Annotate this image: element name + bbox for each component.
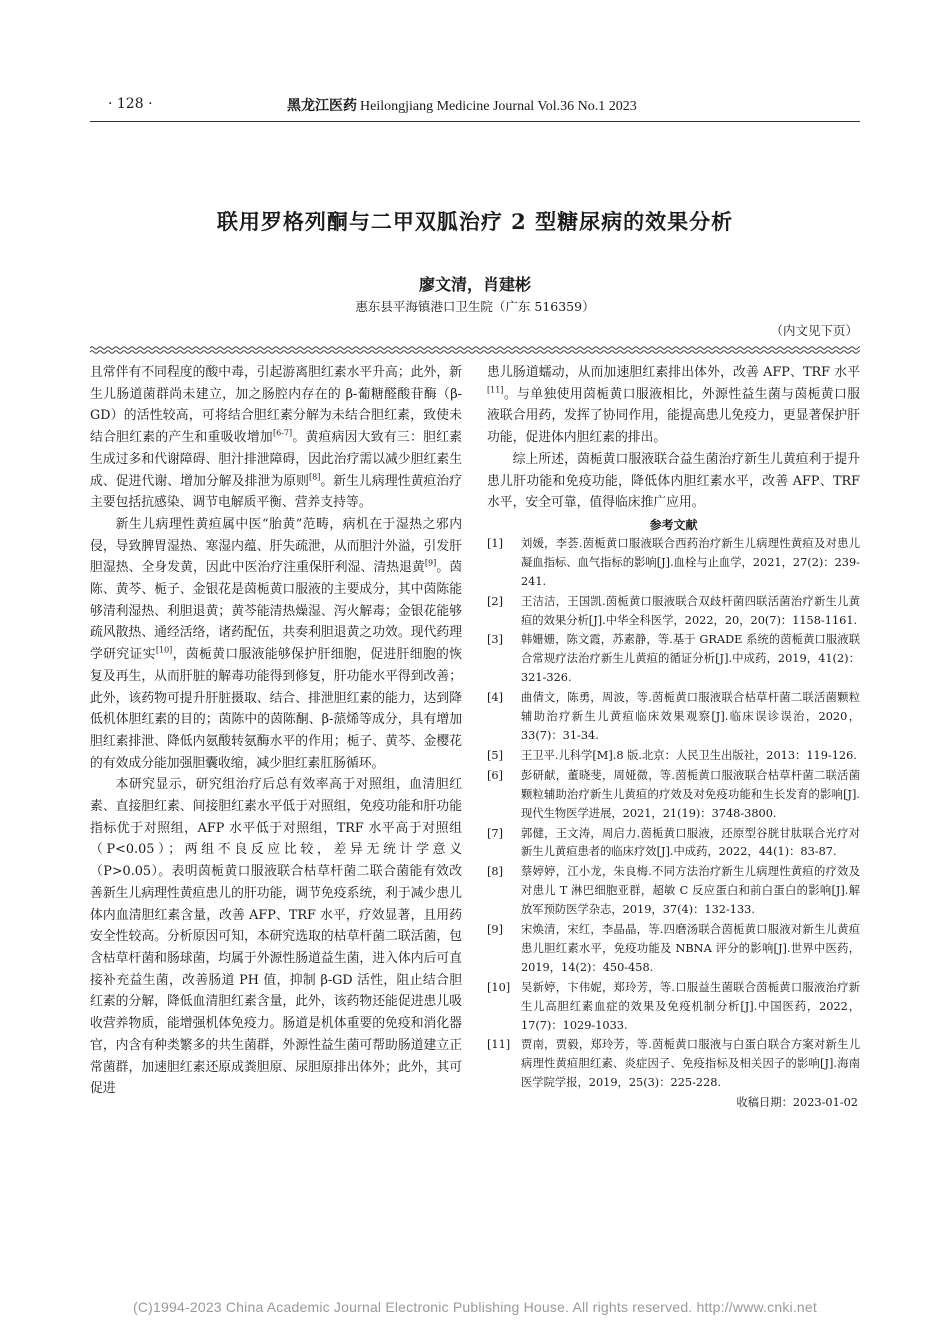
article-title: 联用罗格列酮与二甲双胍治疗 2 型糖尿病的效果分析 [216,209,734,234]
reference-item: [8] 蔡婷婷，江小龙，朱良梅.不同方法治疗新生儿病理性黄疸的疗效及对患儿 T 淋巴细胞亚群，超敏 C 反应蛋白和前白蛋白的影响[J].解放军预防医学杂志，2019，37(4)：132-133. [487,865,860,917]
article-affiliation: 惠东县平海镇港口卫生院（广东 516359） [355,299,595,314]
wavy-divider [90,344,860,356]
reference-item: [3] 韩姗姗，陈文霞，苏素静，等.基于 GRADE 系统的茵栀黄口服液联合常规疗法治疗新生儿黄疸的循证分析[J].中成药，2019，41(2)：321-326. [487,633,860,685]
journal-name [287,95,637,115]
paragraph: 新生儿病理性黄疸属中医“胎黄”范畴，病机在于湿热之邪内侵，导致脾胃湿热、寒湿内蕴、肝失疏泄，从而胆汁外溢，引发肝胆湿热、全身发黄，因此中医治疗注重保肝利湿、清热退黄[9]。茵陈、黄芩、栀子、金银花是茵栀黄口服液的主要成分，其中茵陈能够清利湿热、利胆退黄；黄芩能清热燥湿、泻火解毒；金银花能够疏风散热、通经活络，诸药配伍，共奏利胆退黄之功效。现代药理学研究证实[10]，茵栀黄口服液能够保护肝细胞，促进肝细胞的恢复及再生，从而肝脏的解毒功能得到修复，肝功能水平得到改善；此外，该药物可提升肝脏摄取、结合、排泄胆红素的能力，达到降低机体胆红素的目的；茵陈中的茵陈酮、β-蒎烯等成分，具有增加胆红素排泄、降低内氨酸转氨酶水平的作用；栀子、黄芩、金樱花的有效成分能加强胆囊收缩，减少胆红素肛肠循环。 [90,516,463,771]
reference-item: [2] 王洁洁，王国凯.茵栀黄口服液联合双歧杆菌四联活菌治疗新生儿黄疸的效果分析[J].中华全科医学，2022，20，20(7)：1158-1161. [487,594,860,627]
paragraph: 本研究显示，研究组治疗后总有效率高于对照组，血清胆红素、直接胆红素、间接胆红素水平低于对照组，免疫功能和肝功能指标优于对照组，AFP 水平低于对照组，TRF 水平高于对照组（P<0.05）；两组不良反应比较，差异无统计学意义（P>0.05）。表明茵栀黄口服液联合枯草杆菌二联合菌能有效改善新生儿病理性黄疸患儿的肝功能，调节免疫系统，利于减少患儿体内血清胆红素含量，改善 AFP、TRF 水平，疗效显著，且用药安全性较高。分析原因可知，本研究选取的枯草杆菌二联活菌，包含枯草杆菌和肠球菌，均属于外源性肠道益生菌，进入体内后可直接补充益生菌，改善肠道 PH 值，抑制 β-GD 活性，阻止结合胆红素的分解，降低血清胆红素含量，此外，该药物还能促进患儿吸收营养物质，能增强机体免疫力。肠道是机体重要的免疫和消化器官，内含有种类繁多的共生菌群，外源性益生菌可帮助肠道建立正常菌群，加速胆红素还原成粪胆原、尿胆原排出体外；此外，其可促进 [90,777,462,1097]
left-column [90,362,462,1100]
paragraph: 且常伴有不同程度的酸中毒，引起游离胆红素水平升高；此外，新生儿肠道菌群尚未建立，加之肠腔内存在的 β-葡糖醛酸苷酶（β-GD）的活性较高，可将结合胆红素分解为未结合胆红素，致使未结合胆红素的产生和重吸收增加[6-7]。黄疸病因大致有三：胆红素生成过多和代谢障碍、胆汁排泄障碍，因此治疗需以减少胆红素生成、促进代谢、增加分解及排泄为原则[8]。新生儿病理性黄疸治疗主要包括抗感染、调节电解质平衡、营养支持等。 [90,365,463,511]
article-authors: 廖文清，肖建彬 [418,275,531,294]
page-header [0,92,950,120]
reference-item: [9] 宋焕清，宋红，李晶晶，等.四磨汤联合茵栀黄口服液对新生儿黄疸患儿胆红素水平，免疫功能及 NBNA 评分的影响[J].世界中医药，2019，14(2)：450-458. [487,923,860,974]
journal-name-en: Heilongjiang Medicine Journal Vol.36 No.1 2023 [360,99,637,114]
reference-item: [10] 吴新婷，卞伟妮，郑玲芳，等.口服益生菌联合茵栀黄口服液治疗新生儿高胆红素血症的效果及免疫机制分析[J].中国医药，2022，17(7)：1029-1033. [487,980,860,1032]
reference-item: [7] 郭健，王文涛，周启力.茵栀黄口服液，还原型谷胱甘肽联合光疗对新生儿黄疸患者的临床疗效[J].中成药，2022，44(1)：83-87. [487,826,860,859]
right-column [487,362,860,1112]
header-rule [90,121,860,122]
references-heading: 参考文献 [649,517,698,532]
page-number: · 128 · [108,96,153,112]
continued-note: （内文见下页） [770,323,858,338]
reference-item: [6] 彭研献，董晓斐，周娅微，等.茵栀黄口服液联合枯草杆菌二联活菌颗粒辅助治疗新生儿黄疸的疗效及对免疫功能和生长发育的影响[J].现代生物医学进展，2021，21(19)：3748-3800. [487,768,860,820]
paragraph: 综上所述，茵栀黄口服液联合益生菌治疗新生儿黄疸利于提升患儿肝功能和免疫功能，降低体内胆红素水平，改善 AFP、TRF 水平，安全可靠，值得临床推广应用。 [487,451,860,511]
copyright-footer: (C)1994-2023 China Academic Journal Electronic Publishing House. All rights reserved. http://www.cnki.net [133,1299,817,1315]
received-date: 收稿日期：2023-01-02 [736,1096,858,1110]
journal-name-cn: 黑龙江医药 [287,98,357,114]
reference-list [487,535,860,1093]
paragraph: 患儿肠道蠕动，从而加速胆红素排出体外，改善 AFP、TRF 水平[11]。与单独使用茵栀黄口服液相比，外源性益生菌与茵栀黄口服液联合用药，发挥了协同作用，能提高患儿免疫力，更显著保护肝功能，促进体内胆红素的排出。 [487,365,860,446]
reference-item: [5] 王卫平.儿科学[M].8 版.北京：人民卫生出版社，2013：119-126. [487,748,857,762]
reference-item: [11] 贾南，贾毅，郑玲芳，等.茵栀黄口服液与白蛋白联合方案对新生儿病理性黄疸胆红素、炎症因子、免疫指标及相关因子的影响[J].海南医学院学报，2019，25(3)：225-228. [487,1038,860,1090]
reference-item: [1] 刘媛，李荟.茵栀黄口服液联合西药治疗新生儿病理性黄疸及对患儿凝血指标、血气指标的影响[J].血栓与止血学，2021，27(2)：239-241. [487,536,860,588]
reference-item: [4] 曲倩文，陈勇，周波，等.茵栀黄口服液联合枯草杆菌二联活菌颗粒辅助治疗新生儿黄疸临床效果观察[J].临床误诊误治，2020，33(7)：31-34. [487,691,860,742]
